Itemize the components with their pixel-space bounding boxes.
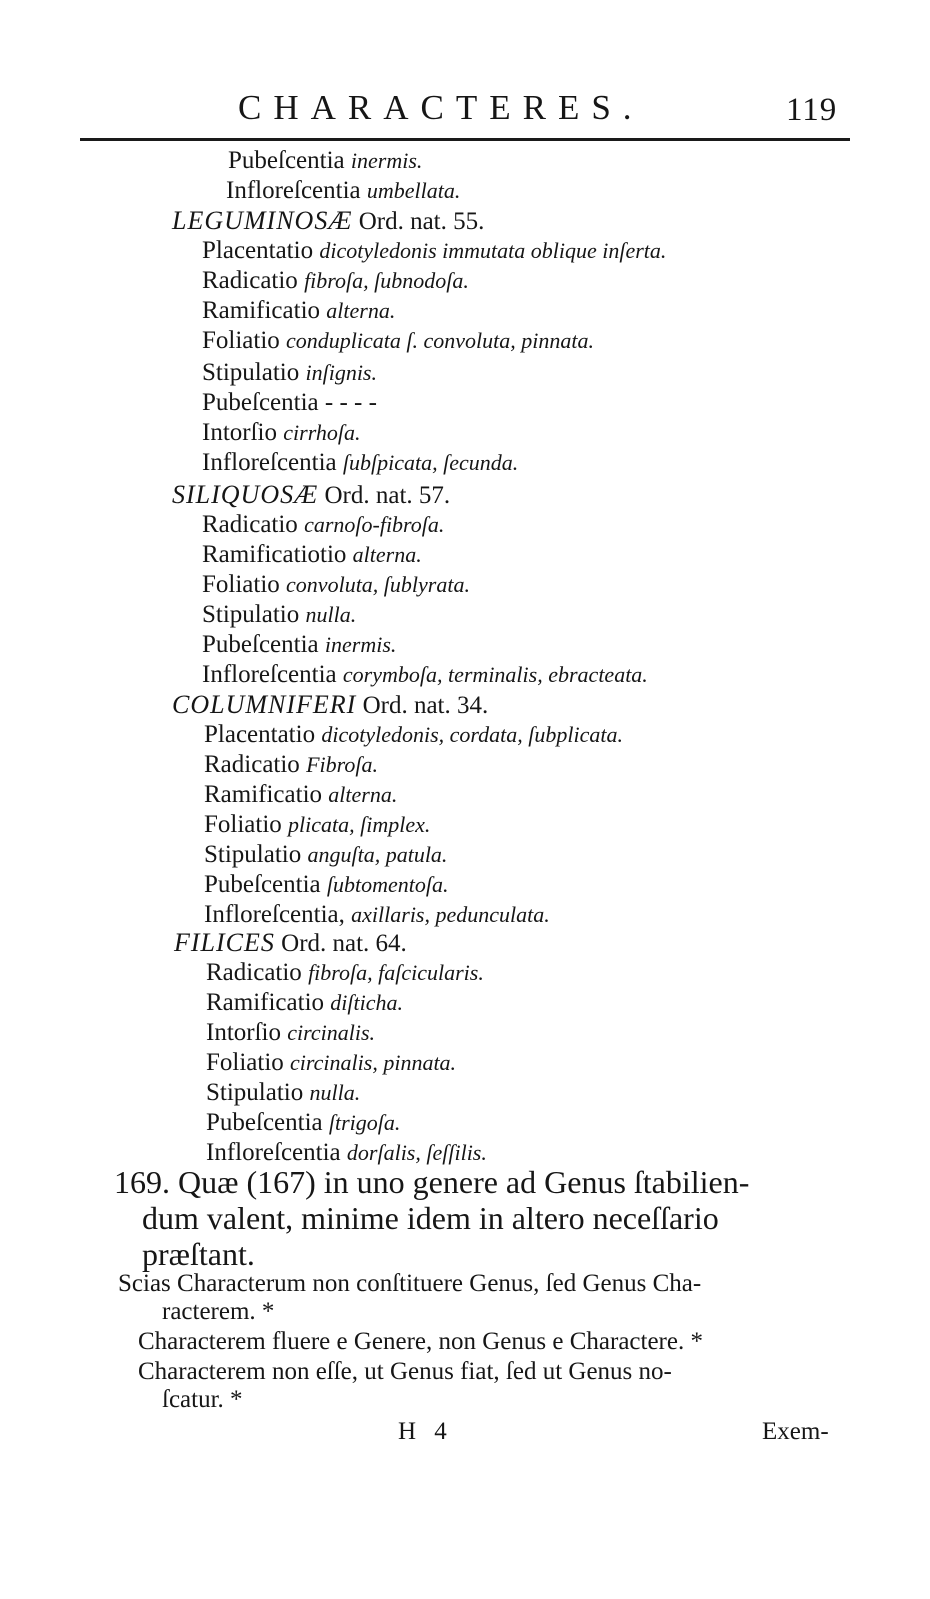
- aphorism-paragraph: 169. Quæ (167) in uno genere ad Genus ſtabilien-: [114, 1164, 750, 1200]
- character-line: Ramificatio diſticha.: [206, 989, 403, 1016]
- character-line: Pubeſcentia ſtrigoſa.: [206, 1109, 401, 1136]
- paragraph-line: dum valent, minime idem in altero neceſſario: [142, 1200, 719, 1236]
- character-line: Infloreſcentia, axillaris, pedunculata.: [204, 901, 550, 928]
- order-heading: SILIQUOSÆ Ord. nat. 57.: [172, 480, 451, 509]
- character-line: Infloreſcentia ſubſpicata, ſecunda.: [202, 449, 519, 476]
- page-number: 119: [786, 92, 838, 128]
- character-line: Ramificatiotio alterna.: [202, 541, 422, 568]
- character-line: Infloreſcentia dorſalis, ſeſſilis.: [206, 1139, 487, 1166]
- character-line: Pubeſcentia inermis.: [202, 631, 397, 658]
- character-line: Pubeſcentia inermis.: [228, 147, 423, 174]
- character-line: Infloreſcentia corymboſa, terminalis, ebracteata.: [202, 661, 648, 688]
- character-line: Foliatio conduplicata ſ. convoluta, pinnata.: [202, 327, 595, 354]
- note-line: racterem. *: [162, 1298, 275, 1325]
- paragraph-number: 169.: [114, 1164, 170, 1200]
- note-line: Scias Characterum non conſtituere Genus, ſed Genus Cha-: [118, 1270, 702, 1297]
- character-line: Radicatio Fibroſa.: [204, 751, 378, 778]
- character-line: Radicatio carnoſo-fibroſa.: [202, 511, 445, 538]
- character-line: Foliatio circinalis, pinnata.: [206, 1049, 457, 1076]
- character-line: Intorſio cirrhoſa.: [202, 419, 361, 446]
- character-line: Pubeſcentia ſubtomentoſa.: [204, 871, 449, 898]
- character-line: Intorſio circinalis.: [206, 1019, 376, 1046]
- character-line: Stipulatio inſignis.: [202, 359, 377, 386]
- signature-mark: H 4: [398, 1418, 453, 1445]
- character-line: Stipulatio nulla.: [206, 1079, 361, 1106]
- order-heading: FILICES Ord. nat. 64.: [174, 928, 407, 957]
- character-line: Radicatio fibroſa, ſubnodoſa.: [202, 267, 469, 294]
- character-line: Ramificatio alterna.: [204, 781, 398, 808]
- character-line: Stipulatio nulla.: [202, 601, 357, 628]
- character-line: Placentatio dicotyledonis, cordata, ſubplicata.: [204, 721, 623, 748]
- order-heading: LEGUMINOSÆ Ord. nat. 55.: [172, 206, 485, 235]
- character-line: Foliatio convoluta, ſublyrata.: [202, 571, 470, 598]
- paragraph-line: præſtant.: [142, 1236, 255, 1272]
- character-line: Foliatio plicata, ſimplex.: [204, 811, 431, 838]
- character-line: Stipulatio anguſta, patula.: [204, 841, 448, 868]
- note-line: ſcatur. *: [162, 1386, 243, 1413]
- character-line: Radicatio fibroſa, faſcicularis.: [206, 959, 484, 986]
- running-head: [0, 88, 930, 138]
- note-line: Characterem non eſſe, ut Genus fiat, ſed ut Genus no-: [138, 1358, 672, 1385]
- character-line: Infloreſcentia umbellata.: [226, 177, 461, 204]
- order-heading: COLUMNIFERI Ord. nat. 34.: [172, 690, 489, 719]
- catchword: Exem-: [762, 1418, 829, 1445]
- character-line: Placentatio dicotyledonis immutata oblique inſerta.: [202, 237, 667, 264]
- running-head-title: CHARACTERES.: [238, 88, 644, 127]
- character-line: Ramificatio alterna.: [202, 297, 396, 324]
- note-line: Characterem fluere e Genere, non Genus e Charactere. *: [138, 1328, 703, 1355]
- character-line: Pubeſcentia - - - -: [202, 389, 377, 416]
- header-rule: [80, 138, 850, 141]
